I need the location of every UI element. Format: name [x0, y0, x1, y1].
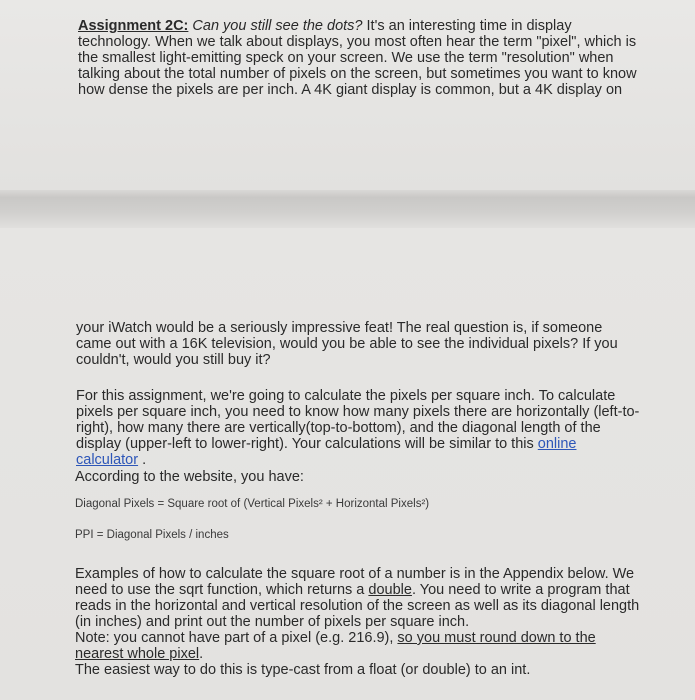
- text-line: (in inches) and print out the number of pixels per square inch.: [75, 614, 470, 630]
- text-line: display (upper-left to lower-right). Your calculations will be similar to this: [76, 436, 538, 452]
- text-line: your iWatch would be a seriously impressive feat! The real question is, if someone: [76, 320, 603, 336]
- paragraph-iwatch: [76, 320, 666, 368]
- text-line: right), how many there are vertically(top-to-bottom), and the diagonal length of the: [76, 420, 601, 436]
- text-line: It's an interesting time in display: [362, 18, 572, 34]
- text-line: couldn't, would you still buy it?: [76, 352, 271, 368]
- assignment-question: Can you still see the dots?: [192, 18, 363, 34]
- paragraph-assignment-description: [76, 388, 666, 468]
- formula-diagonal-pixels: Diagonal Pixels = Square root of (Vertical Pixels² + Horizontal Pixels²): [75, 498, 430, 510]
- text-line: Note: you cannot have part of a pixel (e.g. 216.9),: [75, 630, 398, 646]
- page-fold-divider: [0, 190, 695, 228]
- text-line: the smallest light-emitting speck on your screen. We use the term "resolution" when: [78, 50, 614, 66]
- text-line: came out with a 16K television, would you be able to see the individual pixels? If you: [76, 336, 618, 352]
- underlined-note-continued: nearest whole pixel: [75, 646, 200, 662]
- text-line: need to use the sqrt function, which returns a: [75, 582, 369, 598]
- text-line: . You need to write a program that: [411, 582, 630, 598]
- text-line: talking about the total number of pixels on the screen, but sometimes you want to know: [78, 66, 637, 82]
- underlined-note: so you must round down to the: [397, 630, 596, 646]
- online-calculator-link-continued[interactable]: calculator: [76, 452, 139, 468]
- text-line: Examples of how to calculate the square root of a number is in the Appendix below. We: [75, 566, 635, 582]
- text-line: pixels per square inch, you need to know how many pixels there are horizontally (left-to-: [76, 404, 640, 420]
- online-calculator-link[interactable]: online: [537, 436, 577, 452]
- text-line: how dense the pixels are per inch. A 4K giant display is common, but a 4K display on: [78, 82, 623, 98]
- assignment-heading: Assignment 2C:: [78, 18, 189, 34]
- paragraph-according: According to the website, you have:: [75, 469, 304, 485]
- text-line: .: [138, 452, 147, 468]
- text-line: .: [199, 646, 204, 662]
- underlined-term: double: [368, 582, 412, 598]
- text-line: technology. When we talk about displays, you most often hear the term "pixel", which is: [78, 34, 637, 50]
- text-line: For this assignment, we're going to calculate the pixels per square inch. To calculate: [76, 388, 616, 404]
- paragraph-intro: [78, 18, 663, 98]
- formula-ppi: PPI = Diagonal Pixels / inches: [75, 529, 229, 541]
- text-line: reads in the horizontal and vertical resolution of the screen as well as its diagonal length: [75, 598, 640, 614]
- text-line: The easiest way to do this is type-cast from a float (or double) to an int.: [75, 662, 531, 678]
- paragraph-instructions: [75, 566, 665, 678]
